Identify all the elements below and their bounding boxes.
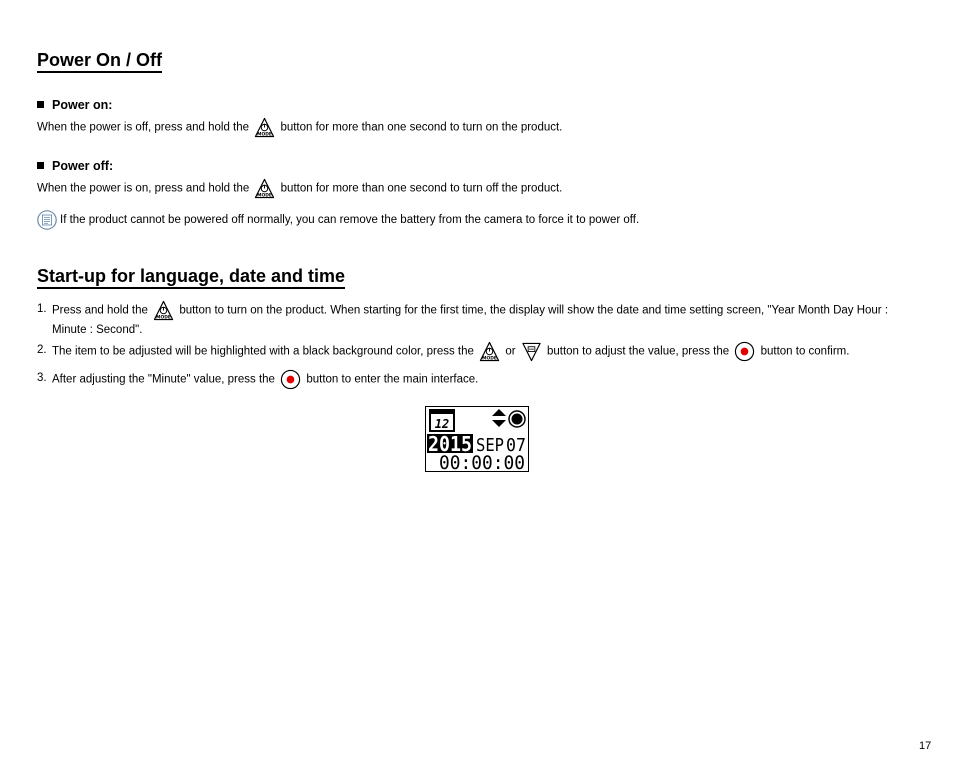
calendar-number: 12 (434, 417, 450, 431)
power-off-text-after: button for more than one second to turn off the product. (280, 182, 563, 195)
power-off-text-before: When the power is on, press and hold the (37, 182, 250, 195)
note-text: If the product cannot be powered off normally, you can remove the battery from the camera to force it to power off. (60, 214, 640, 227)
step-text-before: After adjusting the "Minute" value, press the (52, 373, 275, 386)
up-down-arrows-icon (492, 409, 506, 427)
power-on-heading (37, 98, 112, 112)
power-off-label: Power off: (52, 159, 114, 173)
power-mode-icon (254, 117, 275, 138)
lcd-month: SEP (476, 435, 505, 456)
step-text-middle: button to adjust the value, press the (546, 345, 730, 358)
step-text-before: Press and hold the (52, 304, 148, 317)
calendar-icon (430, 410, 454, 431)
power-section-title: Power On / Off (37, 50, 162, 73)
power-on-text-after: button for more than one second to turn on the product. (280, 121, 563, 134)
lcd-record-icon (509, 411, 525, 427)
lcd-display (425, 406, 529, 472)
record-button-icon (280, 369, 301, 390)
bullet-square-icon (37, 162, 44, 169)
step-text-before: The item to be adjusted will be highlighted with a black background color, press the (52, 345, 474, 358)
note-icon (37, 210, 57, 230)
lcd-day: 07 (506, 435, 526, 456)
step-1 (37, 300, 917, 336)
page-number: 17 (919, 740, 932, 752)
power-on-label: Power on: (52, 98, 113, 112)
step-text-after: button to enter the main interface. (306, 373, 479, 386)
step-3 (37, 369, 917, 389)
step-text (52, 341, 912, 362)
power-mode-icon (153, 300, 174, 321)
step-number: 3. (37, 372, 47, 384)
note (37, 210, 639, 230)
lcd-screen (426, 407, 528, 471)
lcd-time: 00:00:00 (439, 452, 525, 471)
step-number: 2. (37, 344, 47, 356)
bullet-square-icon (37, 101, 44, 108)
step-text-after: button to confirm. (760, 345, 850, 358)
power-on-text (37, 117, 562, 138)
down-button-icon (521, 341, 542, 362)
power-off-text (37, 178, 562, 199)
step-text (52, 300, 912, 339)
step-2 (37, 341, 917, 361)
step-text-or: or (505, 345, 516, 358)
power-mode-icon (254, 178, 275, 199)
startup-section-title: Start-up for language, date and time (37, 266, 345, 289)
power-on-text-before: When the power is off, press and hold the (37, 121, 250, 134)
step-text-after: button to turn on the product. When starting for the first time, the display will show the date and time setting screen, "Year Month Day Hour : Minute : Second". (52, 304, 889, 336)
record-button-icon (734, 341, 755, 362)
power-off-heading (37, 159, 113, 173)
lcd-year: 2015 (428, 432, 472, 456)
step-text (52, 369, 912, 390)
power-mode-icon (479, 341, 500, 362)
step-number: 1. (37, 303, 47, 315)
